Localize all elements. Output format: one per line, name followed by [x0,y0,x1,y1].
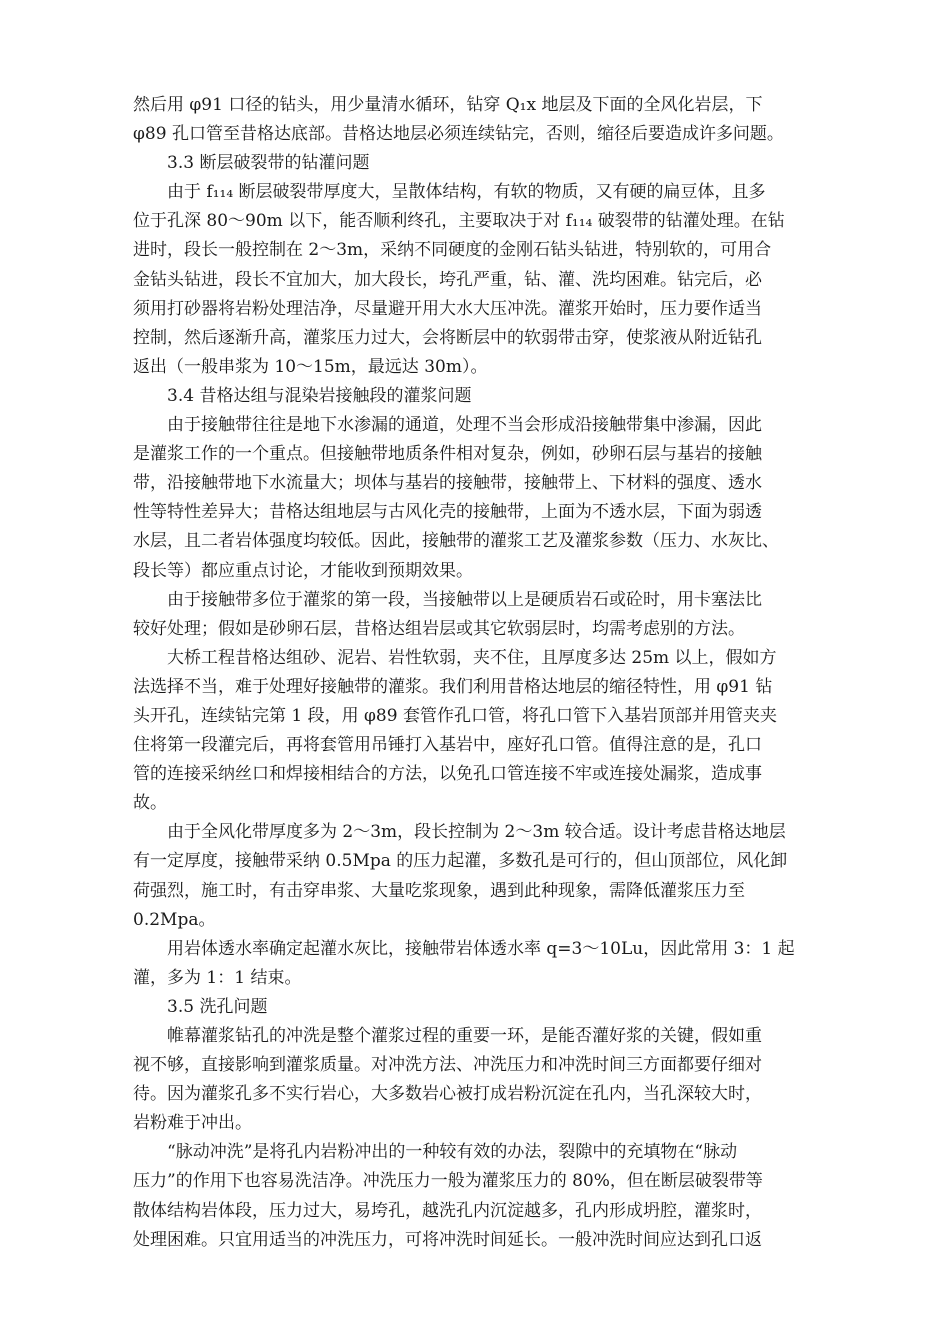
text-line: 荷强烈，施工时，有击穿串浆、大量吃浆现象，遇到此种现象，需降低灌浆压力至 [133,880,745,901]
text-line: 由于接触带往往是地下水渗漏的通道，处理不当会形成沿接触带集中渗漏，因此 [167,415,762,436]
text-line: 大桥工程昔格达组砂、泥岩、岩性软弱，夹不住，且厚度多达 25m 以上，假如方 [167,647,777,668]
section-heading-3-4: 3.4 昔格达组与混染岩接触段的灌浆问题 [167,385,472,406]
text-line: 是灌浆工作的一个重点。但接触带地质条件相对复杂，例如，砂卵石层与基岩的接触 [133,444,762,465]
text-line: 性等特性差异大；昔格达组地层与古风化壳的接触带，上面为不透水层，下面为弱透 [133,502,762,523]
text-line: 待。因为灌浆孔多不实行岩心，大多数岩心被打成岩粉沉淀在孔内，当孔深较大时， [133,1084,762,1105]
text-line: 用岩体透水率确定起灌水灰比，接触带岩体透水率 q=3～10Lu，因此常用 3：1 起 [167,938,795,959]
text-line: 段长等）都应重点讨论，才能收到预期效果。 [133,560,473,581]
text-line: 头开孔，连续钻完第 1 段，用 φ89 套管作孔口管，将孔口管下入基岩顶部并用管夹夹 [133,705,777,726]
text-line: “脉动冲洗”是将孔内岩粉冲出的一种较有效的办法，裂隙中的充填物在“脉动 [167,1142,738,1163]
text-line: 0.2Mpa。 [133,909,216,930]
text-line: 然后用 φ91 口径的钻头，用少量清水循环，钻穿 Q₁x 地层及下面的全风化岩层，下 [133,95,763,115]
text-line: 由于 f₁₁₄ 断层破裂带厚度大，呈散体结构，有软的物质，又有硬的扁豆体，且多 [167,182,766,203]
text-line: 位于孔深 80～90m 以下，能否顺利终孔，主要取决于对 f₁₁₄ 破裂带的钻灌处理。在钻 [133,211,785,232]
text-line: 进时，段长一般控制在 2～3m，采纳不同硬度的金刚石钻头钻进，特别软的，可用合 [133,240,772,261]
text-line: 有一定厚度，接触带采纳 0.5Mpa 的压力起灌，多数孔是可行的，但山顶部位，风化卸 [133,851,788,872]
text-line: 压力”的作用下也容易洗洁净。冲洗压力一般为灌浆压力的 80%，但在断层破裂带等 [133,1171,763,1192]
section-heading-3-3: 3.3 断层破裂带的钻灌问题 [167,153,370,174]
text-line: φ89 孔口管至昔格达底部。昔格达地层必须连续钻完，否则，缩径后要造成许多问题。 [133,124,784,145]
text-line: 带，沿接触带地下水流量大；坝体与基岩的接触带，接触带上、下材料的强度、透水 [133,473,762,494]
text-line: 灌，多为 1：1 结束。 [133,967,302,988]
text-line: 较好处理；假如是砂卵石层，昔格达组岩层或其它软弱层时，均需考虑别的方法。 [133,618,745,639]
text-line: 须用打砂器将岩粉处理洁净，尽量避开用大水大压冲洗。灌浆开始时，压力要作适当 [133,298,762,319]
text-line: 散体结构岩体段，压力过大，易垮孔，越洗孔内沉淀越多，孔内形成坍腔，灌浆时， [133,1200,762,1221]
text-line: 处理困难。只宜用适当的冲洗压力，可将冲洗时间延长。一般冲洗时间应达到孔口返 [133,1229,762,1250]
document-page [133,91,850,1255]
text-line: 故。 [133,793,167,814]
text-line: 岩粉难于冲出。 [133,1113,252,1134]
section-heading-3-5: 3.5 洗孔问题 [167,996,268,1017]
text-line: 由于接触带多位于灌浆的第一段，当接触带以上是硬质岩石或砼时，用卡塞法比 [167,589,762,610]
text-line: 控制，然后逐渐升高，灌浆压力过大，会将断层中的软弱带击穿，使浆液从附近钻孔 [133,327,762,348]
text-line: 管的连接采纳丝口和焊接相结合的方法，以免孔口管连接不牢或连接处漏浆，造成事 [133,764,762,785]
text-line: 视不够，直接影响到灌浆质量。对冲洗方法、冲洗压力和冲洗时间三方面都要仔细对 [133,1055,762,1076]
text-line: 帷幕灌浆钻孔的冲洗是整个灌浆过程的重要一环，是能否灌好浆的关键，假如重 [167,1026,762,1046]
text-line: 返出（一般串浆为 10～15m，最远达 30m）。 [133,356,488,377]
text-line: 金钻头钻进，段长不宜加大，加大段长，垮孔严重，钻、灌、洗均困难。钻完后，必 [133,269,762,290]
text-line: 由于全风化带厚度多为 2～3m，段长控制为 2～3m 较合适。设计考虑昔格达地层 [167,822,786,843]
text-line: 法选择不当，难于处理好接触带的灌浆。我们利用昔格达地层的缩径特性，用 φ91 钻 [133,676,773,697]
text-line: 住将第一段灌完后，再将套管用吊锤打入基岩中，座好孔口管。值得注意的是，孔口 [133,735,762,756]
text-line: 水层，且二者岩体强度均较低。因此，接触带的灌浆工艺及灌浆参数（压力、水灰比、 [133,531,779,552]
